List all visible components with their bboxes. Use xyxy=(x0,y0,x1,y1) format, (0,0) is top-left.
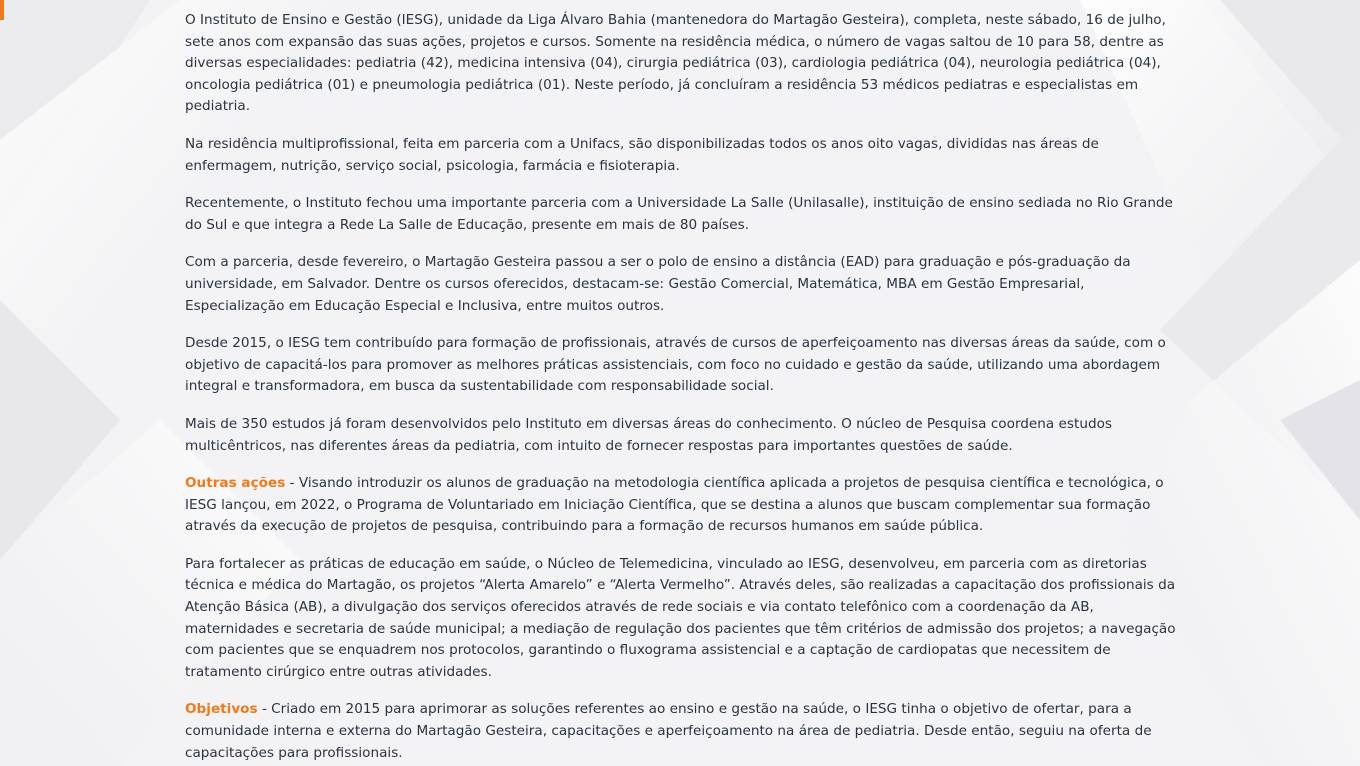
paragraph-text: Com a parceria, desde fevereiro, o Martagão Gesteira passou a ser o polo de ensino a distância (EAD) para graduação e pós-graduação da universidade, em Salvador. Dentre os cursos oferecidos, destacam-se: Gestão Comercial, Matemática, MBA em Gestão Empresarial, Especialização em Educação Especial e Inclusiva, entre muitos outros. xyxy=(185,254,1131,314)
article-body xyxy=(185,10,1177,766)
paragraph-anniversary xyxy=(185,10,1177,118)
section-lead-outras-acoes: Outras ações xyxy=(185,475,286,492)
paragraph-research xyxy=(185,414,1177,457)
paragraph-unilasalle-partnership xyxy=(185,193,1177,236)
paragraph-outras-acoes xyxy=(185,473,1177,538)
accent-marker xyxy=(0,0,4,20)
paragraph-text: - Criado em 2015 para aprimorar as soluções referentes ao ensino e gestão na saúde, o IESG tinha o objetivo de ofertar, para a comunidade interna e externa do Martagão Gesteira, capacitações e aperfeiçoamento na área de pediatria. Desde então, seguiu na oferta de capacitações para profissionais. xyxy=(185,701,1152,761)
paragraph-text: Desde 2015, o IESG tem contribuído para formação de profissionais, através de cursos de aperfeiçoamento nas diversas áreas da saúde, com o objetivo de capacitá-los para promover as melhores práticas assistenciais, com foco no cuidado e gestão da saúde, utilizando uma abordagem integral e transformadora, em busca da sustentabilidade com responsabilidade social. xyxy=(185,335,1166,395)
paragraph-text: Para fortalecer as práticas de educação em saúde, o Núcleo de Telemedicina, vinculado ao IESG, desenvolveu, em parceria com as diretorias técnica e médica do Martagão, os projetos “Alerta Amarelo” e “Alerta Vermelho”. Através deles, são realizadas a capacitação dos profissionais da Atenção Básica (AB), a divulgação dos serviços oferecidos através de rede sociais e via contato telefônico com a coordenação da AB, maternidades e secretaria de saúde municipal; a mediação de regulação dos pacientes que têm critérios de admissão dos projetos; a navegação com pacientes que se enquadrem nos protocolos, garantindo o fluxograma assistencial e a captação de cardiopatas que necessitem de tratamento cirúrgico entre outras atividades. xyxy=(185,555,1176,680)
paragraph-objetivos xyxy=(185,699,1177,764)
paragraph-multiprofessional-residency xyxy=(185,134,1177,177)
paragraph-text: - Visando introduzir os alunos de graduação na metodologia científica aplicada a projetos de pesquisa científica e tecnológica, o IESG lançou, em 2022, o Programa de Voluntariado em Iniciação Científica, que se destina a alunos que buscam complementar sua formação através da execução de projetos de pesquisa, contribuindo para a formação de recursos humanos em saúde pública. xyxy=(185,475,1164,535)
paragraph-ead-courses xyxy=(185,252,1177,317)
paragraph-text: Na residência multiprofissional, feita em parceria com a Unifacs, são disponibilizadas todos os anos oito vagas, divididas nas áreas de enfermagem, nutrição, serviço social, psicologia, farmácia e fisioterapia. xyxy=(185,135,1099,174)
paragraph-text: Mais de 350 estudos já foram desenvolvidos pelo Instituto em diversas áreas do conhecimento. O núcleo de Pesquisa coordena estudos multicêntricos, nas diferentes áreas da pediatria, com intuito de fornecer respostas para importantes questões de saúde. xyxy=(185,415,1112,454)
paragraph-since-2015 xyxy=(185,333,1177,398)
paragraph-text: O Instituto de Ensino e Gestão (IESG), unidade da Liga Álvaro Bahia (mantenedora do Martagão Gesteira), completa, neste sábado, 16 de julho, sete anos com expansão das suas ações, projetos e cursos. Somente na residência médica, o número de vagas saltou de 10 para 58, dentre as diversas especialidades: pediatria (42), medicina intensiva (04), cirurgia pediátrica (03), cardiologia pediátrica (04), neurologia pediátrica (04), oncologia pediátrica (01) e pneumologia pediátrica (01). Neste período, já concluíram a residência 53 médicos pediatras e especialistas em pediatria. xyxy=(185,12,1166,115)
paragraph-telemedicine xyxy=(185,554,1177,684)
section-lead-objetivos: Objetivos xyxy=(185,701,258,718)
paragraph-text: Recentemente, o Instituto fechou uma importante parceria com a Universidade La Salle (Unilasalle), instituição de ensino sediada no Rio Grande do Sul e que integra a Rede La Salle de Educação, presente em mais de 80 países. xyxy=(185,195,1173,233)
